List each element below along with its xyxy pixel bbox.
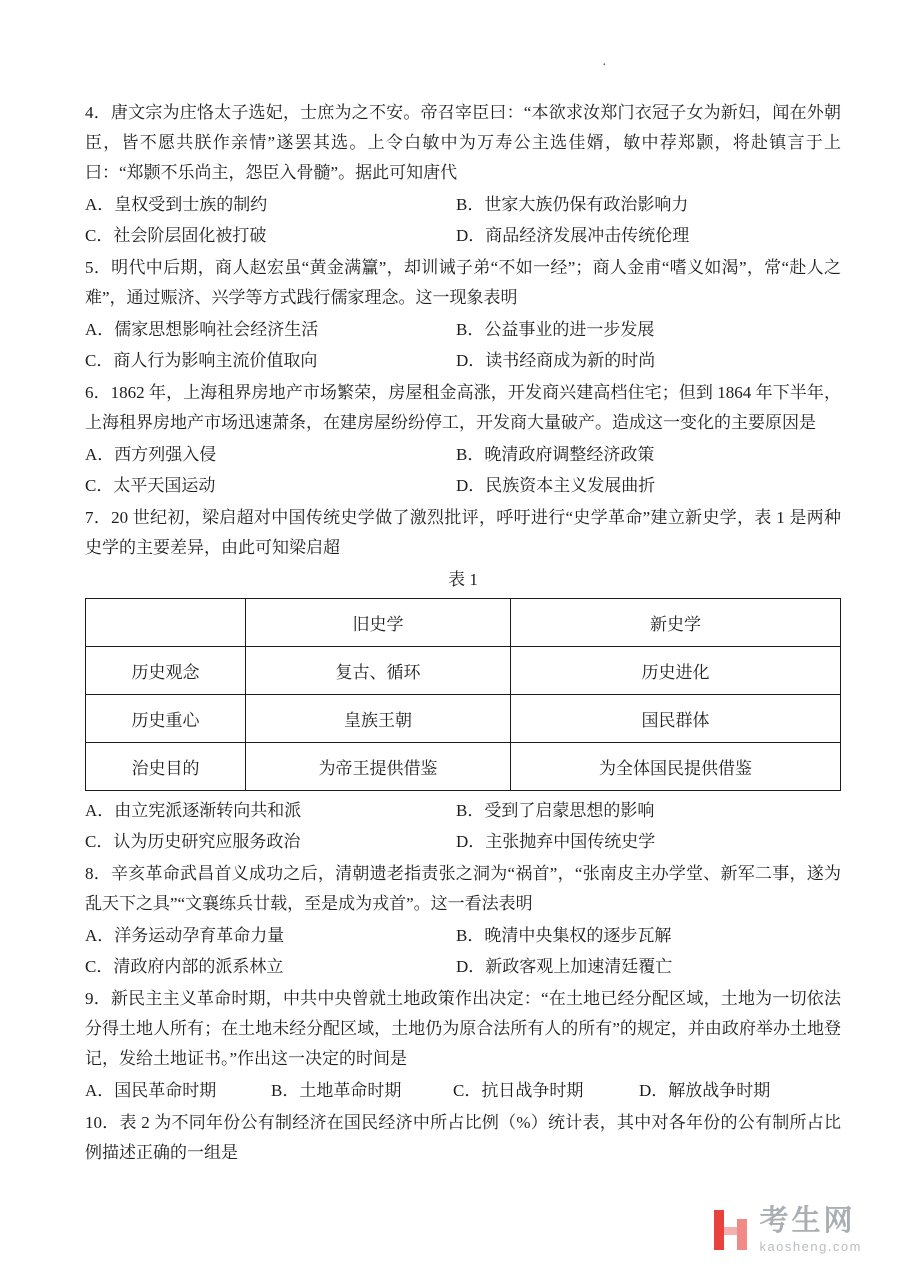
table1-cell: 皇族王朝 <box>246 695 511 743</box>
question-8-option-b: B．晚清中央集权的逐步瓦解 <box>456 926 672 945</box>
question-4-option-d: D．商品经济发展冲击传统伦理 <box>456 226 690 245</box>
table1 <box>85 598 841 791</box>
watermark-text <box>759 1207 862 1253</box>
question-4-option-b: B．世家大族仍保有政治影响力 <box>456 195 689 214</box>
table1-cell: 国民群体 <box>511 695 841 743</box>
table1-header-row <box>86 599 841 647</box>
question-4 <box>85 98 841 251</box>
question-6-option-b: B．晚清政府调整经济政策 <box>456 445 655 464</box>
question-7-option-a: A．由立宪派逐渐转向共和派 <box>85 801 302 820</box>
question-9-option-a: A．国民革命时期 <box>85 1081 217 1100</box>
question-5-option-c: C．商人行为影响主流价值取向 <box>85 351 318 370</box>
question-7-option-d: D．主张抛弃中国传统史学 <box>456 832 656 851</box>
table1-header-blank <box>86 599 246 647</box>
question-10-stem: 10．表 2 为不同年份公有制经济在国民经济中所占比例（%）统计表，其中对各年份的公有制所占比例描述正确的一组是 <box>85 1113 841 1162</box>
question-10 <box>85 1108 841 1168</box>
question-6-option-c: C．太平天国运动 <box>85 476 216 495</box>
question-4-stem: 4．唐文宗为庄恪太子选妃，士庶为之不安。帝召宰臣曰：“本欲求汝郑门衣冠子女为新妇，闻在外朝臣，皆不愿共朕作亲情”遂罢其选。上令白敏中为万寿公主选佳婿，敏中荐郑颢，将赴镇言于上曰：“郑颢不乐尚主，怨臣入骨髓”。据此可知唐代 <box>85 103 841 182</box>
question-5-stem: 5．明代中后期，商人赵宏虽“黄金满籯”，却训诫子弟“不如一经”；商人金甫“嗜义如渴”，常“赴人之难”，通过赈济、兴学等方式践行儒家理念。这一现象表明 <box>85 258 841 307</box>
table1-header-old-history: 旧史学 <box>246 599 511 647</box>
question-5-options <box>85 314 841 376</box>
table1-caption: 表 1 <box>448 570 478 589</box>
question-8-option-c: C．清政府内部的派系林立 <box>85 957 284 976</box>
question-5-option-b: B．公益事业的进一步发展 <box>456 320 655 339</box>
question-9-options <box>85 1075 841 1106</box>
question-6-options <box>85 439 841 501</box>
table1-cell: 为全体国民提供借鉴 <box>511 743 841 791</box>
question-6-option-a: A．西方列强入侵 <box>85 445 217 464</box>
kaosheng-logo-icon <box>712 1210 750 1250</box>
question-4-option-c: C．社会阶层固化被打破 <box>85 226 267 245</box>
watermark <box>712 1207 862 1253</box>
table1-header-new-history: 新史学 <box>511 599 841 647</box>
table1-cell: 历史重心 <box>86 695 246 743</box>
exam-content <box>85 98 841 1168</box>
watermark-brand: 考生网 <box>759 1205 856 1237</box>
watermark-domain: kaosheng.com <box>759 1239 862 1254</box>
question-9-option-c: C．抗日战争时期 <box>453 1081 584 1100</box>
question-7-option-b: B．受到了启蒙思想的影响 <box>456 801 655 820</box>
question-7 <box>85 503 841 857</box>
page-corner-dot: · <box>602 58 607 73</box>
question-9-option-d: D．解放战争时期 <box>639 1081 771 1100</box>
table1-row-concept <box>86 647 841 695</box>
question-8-option-d: D．新政客观上加速清廷覆亡 <box>456 957 673 976</box>
question-7-option-c: C．认为历史研究应服务政治 <box>85 832 301 851</box>
table1-row-purpose <box>86 743 841 791</box>
question-7-options <box>85 795 841 857</box>
question-9-stem: 9．新民主主义革命时期，中共中央曾就土地政策作出决定：“在土地已经分配区域，土地为一切依法分得土地人所有；在土地未经分配区域，土地仍为原合法所有人的所有”的规定，并由政府举办土地登记，发给土地证书。”作出这一决定的时间是 <box>85 989 841 1068</box>
table1-cell: 复古、循环 <box>246 647 511 695</box>
table1-cell: 历史观念 <box>86 647 246 695</box>
question-8-stem: 8．辛亥革命武昌首义成功之后，清朝遗老指责张之洞为“祸首”，“张南皮主办学堂、新军二事，遂为乱天下之具”“文襄练兵廿载，至是成为戎首”。这一看法表明 <box>85 864 841 913</box>
question-5 <box>85 253 841 376</box>
table1-cell: 历史进化 <box>511 647 841 695</box>
question-6-option-d: D．民族资本主义发展曲折 <box>456 476 656 495</box>
question-8-options <box>85 920 841 982</box>
table1-cell: 为帝王提供借鉴 <box>246 743 511 791</box>
question-4-options <box>85 189 841 251</box>
table1-cell: 治史目的 <box>86 743 246 791</box>
question-8-option-a: A．洋务运动孕育革命力量 <box>85 926 285 945</box>
question-5-option-d: D．读书经商成为新的时尚 <box>456 351 656 370</box>
question-8 <box>85 859 841 982</box>
question-5-option-a: A．儒家思想影响社会经济生活 <box>85 320 319 339</box>
question-4-option-a: A．皇权受到士族的制约 <box>85 195 268 214</box>
question-6 <box>85 378 841 501</box>
question-7-stem: 7．20 世纪初，梁启超对中国传统史学做了激烈批评，呼吁进行“史学革命”建立新史学，表 1 是两种史学的主要差异，由此可知梁启超 <box>85 508 841 557</box>
question-9-option-b: B．土地革命时期 <box>271 1081 402 1100</box>
table1-row-focus <box>86 695 841 743</box>
question-6-stem: 6．1862 年，上海租界房地产市场繁荣，房屋租金高涨，开发商兴建高档住宅；但到 1864 年下半年，上海租界房地产市场迅速萧条，在建房屋纷纷停工，开发商大量破产。造成这一变化的主要原因是 <box>85 383 841 432</box>
question-9 <box>85 984 841 1106</box>
